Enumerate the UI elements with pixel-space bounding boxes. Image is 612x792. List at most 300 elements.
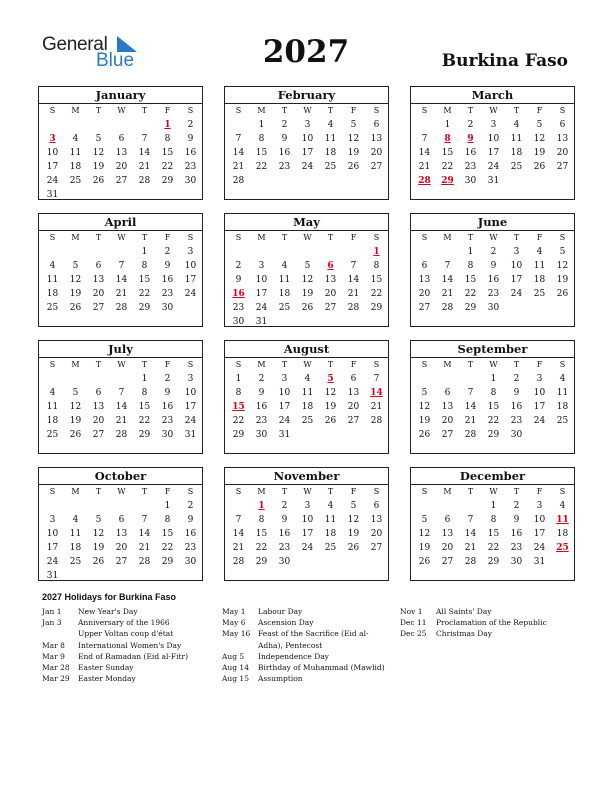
day-cell: 17 [533, 529, 546, 539]
day-cell: 18 [324, 148, 337, 158]
day-cell: 15 [161, 148, 174, 158]
holiday-day-cell: 15 [232, 402, 245, 412]
day-cell: 25 [324, 543, 337, 553]
day-cell: 9 [490, 261, 497, 271]
day-cell: 23 [232, 303, 245, 313]
day-cell: 24 [533, 416, 546, 426]
day-cell: 15 [255, 148, 268, 158]
day-cell: 3 [490, 120, 497, 130]
weekday-label: T [327, 360, 334, 369]
day-cell: 28 [441, 303, 454, 313]
day-cell: 4 [72, 134, 79, 144]
weekday-label: T [141, 233, 148, 242]
weekday-label: F [350, 106, 357, 115]
day-cell: 15 [255, 529, 268, 539]
day-cell: 28 [115, 430, 128, 440]
day-cell: 5 [421, 388, 428, 398]
holiday-name: Independence Day [258, 651, 329, 661]
day-cell: 15 [441, 148, 454, 158]
weekday-label: M [257, 106, 266, 115]
day-cell: 16 [278, 529, 291, 539]
month-day-grid [227, 231, 388, 329]
day-cell: 22 [255, 162, 268, 172]
weekday-label: F [164, 487, 171, 496]
day-cell: 7 [141, 134, 148, 144]
day-cell: 23 [487, 289, 500, 299]
month-day-grid [227, 104, 388, 188]
day-cell: 24 [184, 289, 197, 299]
day-cell: 6 [444, 388, 451, 398]
holiday-name: Proclamation of the Republic [436, 618, 547, 628]
weekday-label: W [489, 106, 498, 115]
weekday-label: W [303, 233, 312, 242]
holiday-day-cell: 1 [164, 120, 171, 130]
day-cell: 7 [373, 374, 380, 384]
day-cell: 5 [304, 261, 311, 271]
weekday-label: T [467, 106, 474, 115]
day-cell: 6 [95, 388, 102, 398]
weekday-label: W [489, 360, 498, 369]
day-cell: 4 [327, 120, 334, 130]
day-cell: 14 [115, 275, 128, 285]
day-cell: 14 [138, 148, 151, 158]
weekday-label: M [443, 360, 452, 369]
day-cell: 10 [510, 261, 523, 271]
day-cell: 30 [184, 176, 197, 186]
day-cell: 12 [301, 275, 314, 285]
day-cell: 23 [184, 543, 197, 553]
day-cell: 18 [556, 529, 569, 539]
weekday-label: F [350, 233, 357, 242]
empty-day-cell [64, 499, 87, 513]
day-cell: 1 [141, 374, 148, 384]
weekday-label: S [421, 106, 428, 115]
day-cell: 3 [536, 374, 543, 384]
holiday-name: International Women's Day [78, 640, 182, 650]
day-cell: 11 [324, 134, 337, 144]
day-cell: 2 [513, 501, 520, 511]
holiday-date: Aug 14 [222, 663, 249, 673]
weekday-label: T [141, 487, 148, 496]
day-cell: 26 [418, 430, 431, 440]
day-cell: 6 [350, 374, 357, 384]
empty-day-cell [413, 118, 436, 132]
day-cell: 2 [164, 247, 171, 257]
day-cell: 9 [187, 515, 194, 525]
day-cell: 3 [513, 247, 520, 257]
weekday-label: T [141, 360, 148, 369]
day-cell: 18 [69, 162, 82, 172]
day-cell: 11 [324, 515, 337, 525]
empty-day-cell [110, 499, 133, 513]
month-july [38, 340, 203, 454]
weekday-label: W [303, 106, 312, 115]
day-cell: 1 [141, 247, 148, 257]
day-cell: 26 [347, 162, 360, 172]
day-cell: 13 [370, 134, 383, 144]
day-cell: 17 [301, 148, 314, 158]
weekday-label: S [49, 360, 56, 369]
day-cell: 16 [464, 148, 477, 158]
day-cell: 30 [464, 176, 477, 186]
day-cell: 16 [161, 275, 174, 285]
day-cell: 12 [418, 402, 431, 412]
day-cell: 4 [49, 261, 56, 271]
empty-day-cell [87, 245, 110, 259]
day-cell: 26 [556, 289, 569, 299]
month-name: November [273, 469, 340, 483]
day-cell: 23 [161, 416, 174, 426]
weekday-label: M [71, 233, 80, 242]
day-cell: 1 [467, 247, 474, 257]
day-cell: 2 [187, 501, 194, 511]
empty-day-cell [110, 245, 133, 259]
holiday-item [222, 628, 387, 650]
holiday-name: Labour Day [258, 607, 303, 616]
day-cell: 2 [164, 374, 171, 384]
day-cell: 13 [441, 529, 454, 539]
empty-day-cell [436, 372, 459, 386]
holidays-title: 2027 Holidays for Burkina Faso [42, 592, 177, 602]
day-cell: 5 [95, 134, 102, 144]
day-cell: 17 [510, 275, 523, 285]
day-cell: 20 [92, 416, 105, 426]
day-cell: 8 [141, 261, 148, 271]
day-cell: 23 [464, 162, 477, 172]
weekday-label: M [257, 487, 266, 496]
day-cell: 21 [464, 543, 477, 553]
day-cell: 17 [278, 402, 291, 412]
empty-day-cell [133, 499, 156, 513]
day-cell: 13 [92, 275, 105, 285]
day-cell: 21 [138, 543, 151, 553]
day-cell: 21 [115, 289, 128, 299]
day-cell: 30 [184, 557, 197, 567]
day-cell: 14 [441, 275, 454, 285]
holiday-date: Mar 8 [42, 640, 65, 650]
day-cell: 1 [490, 374, 497, 384]
month-day-grid [413, 231, 574, 315]
day-cell: 31 [255, 317, 268, 327]
month-january [38, 86, 203, 200]
day-cell: 10 [487, 134, 500, 144]
day-cell: 11 [46, 275, 59, 285]
weekday-label: S [373, 106, 380, 115]
day-cell: 23 [278, 162, 291, 172]
day-cell: 7 [444, 261, 451, 271]
holiday-date: Mar 28 [42, 663, 70, 673]
day-cell: 6 [373, 501, 380, 511]
weekday-label: T [95, 106, 102, 115]
day-cell: 4 [513, 120, 520, 130]
day-cell: 26 [418, 557, 431, 567]
holidays-column [42, 606, 192, 684]
empty-day-cell [319, 245, 342, 259]
day-cell: 28 [464, 557, 477, 567]
day-cell: 14 [347, 275, 360, 285]
day-cell: 19 [69, 289, 82, 299]
day-cell: 24 [510, 289, 523, 299]
day-cell: 2 [235, 261, 242, 271]
day-cell: 25 [510, 162, 523, 172]
day-cell: 31 [184, 430, 197, 440]
weekday-label: F [536, 487, 543, 496]
day-cell: 29 [255, 557, 268, 567]
day-cell: 17 [301, 529, 314, 539]
day-cell: 17 [184, 275, 197, 285]
day-cell: 24 [301, 162, 314, 172]
weekday-label: T [281, 233, 288, 242]
weekday-label: M [71, 360, 80, 369]
day-cell: 26 [324, 416, 337, 426]
month-name: January [95, 88, 146, 102]
weekday-label: T [281, 106, 288, 115]
month-august [224, 340, 389, 454]
weekday-label: S [235, 360, 242, 369]
day-cell: 20 [370, 529, 383, 539]
day-cell: 30 [161, 430, 174, 440]
empty-day-cell [41, 499, 64, 513]
weekday-label: M [257, 233, 266, 242]
weekday-label: T [513, 233, 520, 242]
holiday-item [222, 606, 387, 617]
day-cell: 19 [418, 543, 431, 553]
day-cell: 24 [255, 303, 268, 313]
day-cell: 4 [559, 374, 566, 384]
day-cell: 14 [464, 529, 477, 539]
day-cell: 30 [278, 557, 291, 567]
day-cell: 19 [324, 402, 337, 412]
weekday-label: T [327, 233, 334, 242]
month-name: October [94, 469, 147, 483]
day-cell: 4 [281, 261, 288, 271]
day-cell: 7 [350, 261, 357, 271]
day-cell: 3 [187, 374, 194, 384]
day-cell: 17 [46, 543, 59, 553]
day-cell: 29 [161, 557, 174, 567]
day-cell: 10 [278, 388, 291, 398]
month-december [410, 467, 575, 581]
month-day-grid [413, 485, 574, 569]
day-cell: 16 [510, 529, 523, 539]
day-cell: 21 [464, 416, 477, 426]
day-cell: 20 [92, 289, 105, 299]
weekday-label: S [421, 233, 428, 242]
day-cell: 13 [347, 388, 360, 398]
day-cell: 5 [95, 515, 102, 525]
day-cell: 31 [533, 557, 546, 567]
holiday-item [400, 617, 565, 628]
day-cell: 24 [487, 162, 500, 172]
day-cell: 25 [301, 416, 314, 426]
day-cell: 14 [464, 402, 477, 412]
empty-day-cell [41, 372, 64, 386]
day-cell: 16 [487, 275, 500, 285]
day-cell: 9 [513, 388, 520, 398]
day-cell: 27 [370, 162, 383, 172]
month-april [38, 213, 203, 327]
day-cell: 26 [347, 543, 360, 553]
day-cell: 23 [184, 162, 197, 172]
day-cell: 8 [373, 261, 380, 271]
day-cell: 17 [487, 148, 500, 158]
day-cell: 14 [232, 529, 245, 539]
day-cell: 24 [184, 416, 197, 426]
holiday-item [400, 606, 565, 617]
day-cell: 4 [327, 501, 334, 511]
empty-day-cell [273, 245, 296, 259]
day-cell: 14 [418, 148, 431, 158]
day-cell: 3 [536, 501, 543, 511]
empty-day-cell [342, 245, 365, 259]
day-cell: 15 [487, 402, 500, 412]
day-cell: 11 [46, 402, 59, 412]
day-cell: 25 [69, 176, 82, 186]
day-cell: 26 [301, 303, 314, 313]
holiday-item [222, 662, 387, 673]
weekday-label: T [281, 360, 288, 369]
weekday-label: S [49, 487, 56, 496]
day-cell: 6 [444, 515, 451, 525]
day-cell: 2 [490, 247, 497, 257]
day-cell: 22 [138, 289, 151, 299]
day-cell: 28 [232, 557, 245, 567]
day-cell: 5 [559, 247, 566, 257]
weekday-label: S [421, 487, 428, 496]
empty-day-cell [459, 372, 482, 386]
day-cell: 21 [232, 162, 245, 172]
weekday-label: S [421, 360, 428, 369]
day-cell: 11 [533, 261, 546, 271]
day-cell: 31 [46, 190, 59, 200]
weekday-label: S [235, 106, 242, 115]
holiday-day-cell: 1 [373, 247, 380, 257]
empty-day-cell [64, 245, 87, 259]
day-cell: 5 [72, 388, 79, 398]
day-cell: 30 [255, 430, 268, 440]
day-cell: 20 [418, 289, 431, 299]
weekday-label: W [117, 106, 126, 115]
weekday-label: S [235, 487, 242, 496]
day-cell: 30 [510, 430, 523, 440]
day-cell: 7 [141, 515, 148, 525]
holiday-day-cell: 29 [441, 176, 454, 186]
day-cell: 2 [281, 501, 288, 511]
day-cell: 3 [49, 515, 56, 525]
weekday-label: F [350, 487, 357, 496]
day-cell: 18 [510, 148, 523, 158]
day-cell: 7 [421, 134, 428, 144]
weekday-label: S [559, 233, 566, 242]
day-cell: 1 [258, 120, 265, 130]
day-cell: 9 [187, 134, 194, 144]
day-cell: 20 [324, 289, 337, 299]
weekday-label: T [327, 487, 334, 496]
weekday-label: F [164, 233, 171, 242]
empty-day-cell [459, 499, 482, 513]
day-cell: 25 [69, 557, 82, 567]
weekday-label: M [71, 487, 80, 496]
calendar-year: 2027 [262, 34, 350, 70]
day-cell: 2 [258, 374, 265, 384]
weekday-label: S [187, 233, 194, 242]
day-cell: 20 [115, 162, 128, 172]
day-cell: 5 [421, 515, 428, 525]
month-name: June [477, 215, 508, 229]
holiday-item [222, 651, 387, 662]
empty-day-cell [87, 118, 110, 132]
weekday-label: W [303, 487, 312, 496]
day-cell: 21 [418, 162, 431, 172]
holiday-day-cell: 28 [418, 176, 431, 186]
day-cell: 28 [347, 303, 360, 313]
day-cell: 27 [115, 176, 128, 186]
day-cell: 18 [533, 275, 546, 285]
day-cell: 23 [255, 416, 268, 426]
holiday-name: Anniversary of the 1966 Upper Voltan coup d'état [78, 618, 174, 639]
empty-day-cell [41, 118, 64, 132]
day-cell: 27 [324, 303, 337, 313]
day-cell: 8 [258, 515, 265, 525]
day-cell: 5 [350, 120, 357, 130]
day-cell: 16 [510, 402, 523, 412]
holiday-day-cell: 14 [370, 388, 383, 398]
day-cell: 20 [556, 148, 569, 158]
day-cell: 10 [46, 148, 59, 158]
holiday-day-cell: 5 [327, 374, 334, 384]
weekday-label: S [49, 106, 56, 115]
day-cell: 19 [347, 148, 360, 158]
weekday-label: F [536, 233, 543, 242]
day-cell: 15 [487, 529, 500, 539]
weekday-label: S [49, 233, 56, 242]
day-cell: 7 [235, 134, 242, 144]
day-cell: 18 [301, 402, 314, 412]
day-cell: 14 [138, 529, 151, 539]
empty-day-cell [87, 499, 110, 513]
day-cell: 15 [161, 529, 174, 539]
day-cell: 19 [301, 289, 314, 299]
weekday-label: W [303, 360, 312, 369]
month-february [224, 86, 389, 200]
day-cell: 10 [255, 275, 268, 285]
day-cell: 25 [533, 289, 546, 299]
day-cell: 18 [324, 529, 337, 539]
day-cell: 22 [487, 543, 500, 553]
holiday-name: Christmas Day [436, 629, 492, 639]
day-cell: 28 [464, 430, 477, 440]
day-cell: 25 [278, 303, 291, 313]
day-cell: 12 [533, 134, 546, 144]
weekday-label: W [489, 487, 498, 496]
day-cell: 19 [533, 148, 546, 158]
month-march [410, 86, 575, 200]
day-cell: 28 [115, 303, 128, 313]
holiday-item [42, 606, 192, 617]
weekday-label: W [117, 360, 126, 369]
day-cell: 8 [490, 515, 497, 525]
day-cell: 9 [258, 388, 265, 398]
weekday-label: M [443, 233, 452, 242]
day-cell: 20 [441, 543, 454, 553]
day-cell: 11 [510, 134, 523, 144]
day-cell: 22 [441, 162, 454, 172]
month-name: May [293, 215, 320, 229]
day-cell: 25 [556, 416, 569, 426]
day-cell: 13 [441, 402, 454, 412]
day-cell: 6 [373, 120, 380, 130]
holiday-date: Aug 15 [222, 674, 249, 684]
